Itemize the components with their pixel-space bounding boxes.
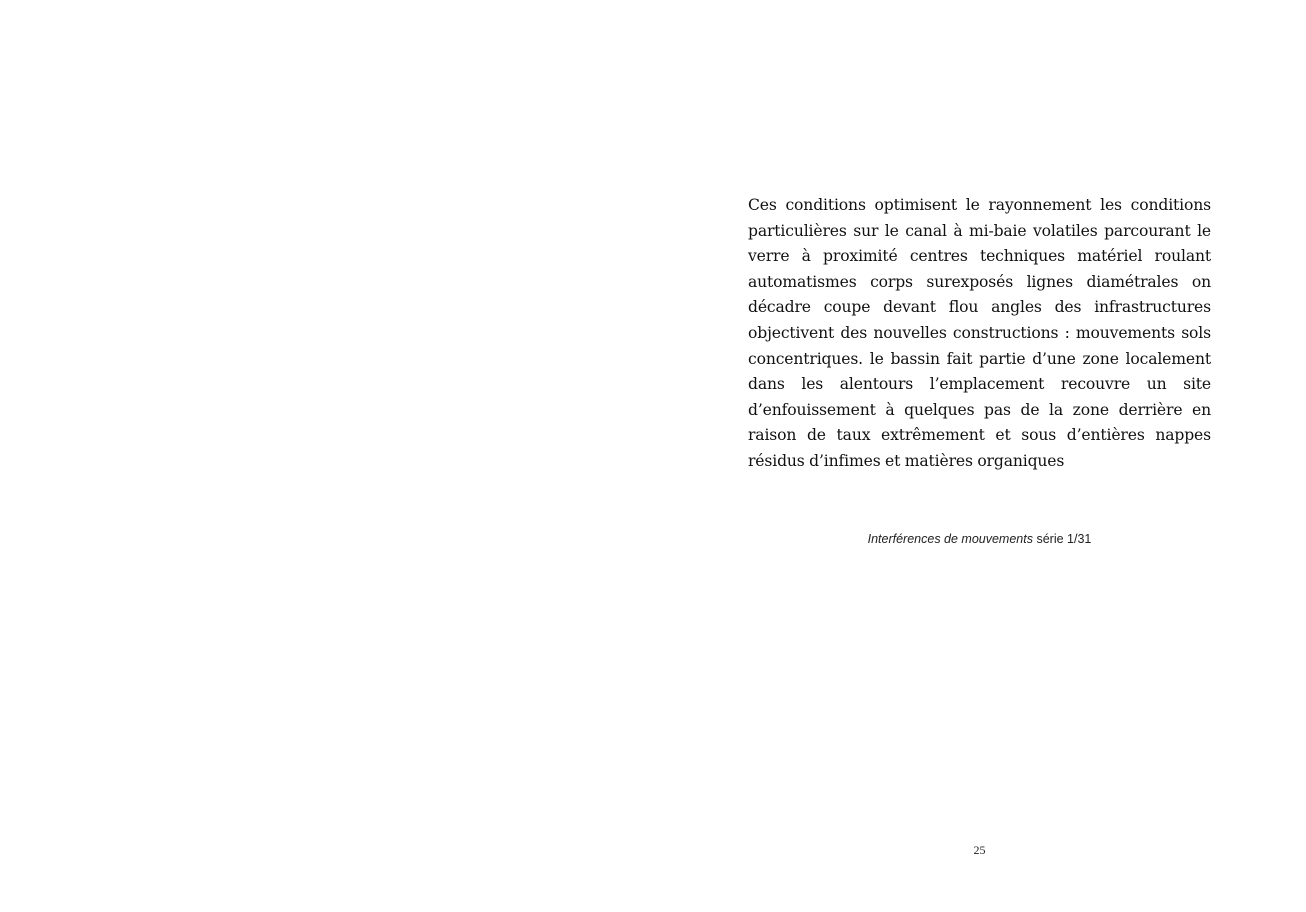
caption-title: Interférences de mouvements <box>867 532 1033 546</box>
page-number: 25 <box>973 843 986 857</box>
caption-series: série 1/31 <box>1036 532 1092 546</box>
image-caption <box>748 532 1211 546</box>
body-paragraph: Ces conditions optimisent le rayonnement les conditions particulières sur le canal à mi-baie volatiles parcourant le verre à proximité centres techniques matériel roulant automatismes corps surexposés lignes diamétrales on décadre coupe devant flou angles des infrastructures objectivent des nouvelles constructions : mouvements sols concentriques. le bassin fait partie d’une zone localement dans les alentours l’emplacement recouvre un site d’enfouissement à quelques pas de la zone derrière en raison de taux extrêmement et sous d’entières nappes résidus d’infimes et matières organiques <box>748 196 1211 470</box>
right-page <box>653 0 1306 912</box>
